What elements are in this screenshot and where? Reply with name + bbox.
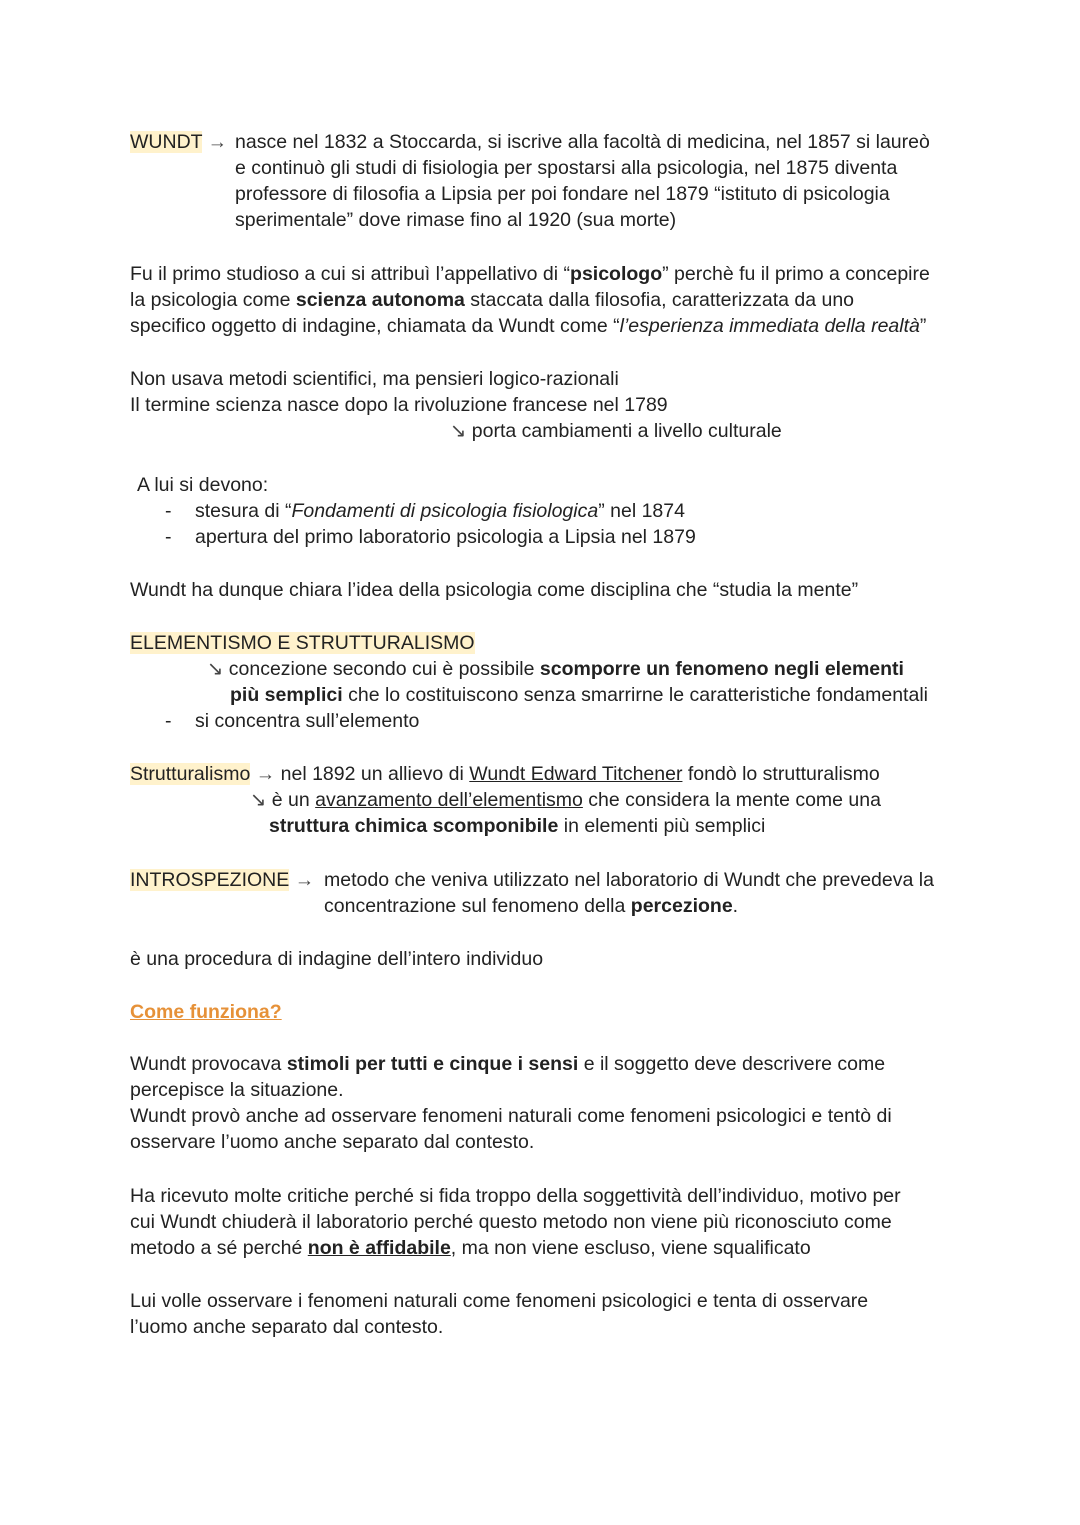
introspezione-heading (130, 867, 314, 893)
arrow-right-icon: → (207, 131, 228, 153)
credits-dash-2: - (165, 526, 172, 548)
arrow-right-icon: → (294, 869, 315, 891)
come-line-4: osservare l’uomo anche separato dal contesto. (130, 1131, 535, 1153)
methods-line-1: Non usava metodi scientifici, ma pensieri logico-razionali (130, 368, 619, 390)
critiche-line-2: cui Wundt chiuderà il laboratorio perché questo metodo non viene più riconosciuto come (130, 1211, 892, 1233)
arrow-down-right-icon: ↘ (450, 420, 467, 442)
finale-line-1: Lui volle osservare i fenomeni naturali come fenomeni psicologici e tenta di osservare (130, 1290, 869, 1312)
elementismo-line-2: più semplici che lo costituiscono senza smarrirne le caratteristiche fondamentali (230, 684, 928, 706)
methods-line-3: ↘ porta cambiamenti a livello culturale (450, 420, 782, 442)
elementismo-line-3: si concentra sull’elemento (195, 710, 420, 732)
introspezione-line-2: concentrazione sul fenomeno della percezione. (324, 895, 739, 917)
come-line-1: Wundt provocava stimoli per tutti e cinque i sensi e il soggetto deve descrivere come (130, 1053, 886, 1075)
intro-line-1: Fu il primo studioso a cui si attribuì l’appellativo di “psicologo” perchè fu il primo a concepire (130, 263, 930, 285)
elementismo-line-1: ↘ concezione secondo cui è possibile scomporre un fenomeno negli elementi (207, 658, 904, 680)
introspezione-line-1: metodo che veniva utilizzato nel laboratorio di Wundt che prevedeva la (324, 869, 934, 891)
come-funziona-heading: Come funziona? (130, 1001, 282, 1023)
come-line-3: Wundt provò anche ad osservare fenomeni naturali come fenomeni psicologici e tentò di (130, 1105, 892, 1127)
credits-heading: A lui si devono: (137, 474, 269, 496)
critiche-line-1: Ha ricevuto molte critiche perché si fida troppo della soggettività dell’individuo, motivo per (130, 1185, 901, 1207)
elementismo-dash: - (165, 710, 172, 732)
methods-line-2: Il termine scienza nasce dopo la rivoluzione francese nel 1789 (130, 394, 668, 416)
arrow-right-icon: → (255, 763, 276, 785)
finale-line-2: l’uomo anche separato dal contesto. (130, 1316, 444, 1338)
intro-line-2: la psicologia come scienza autonoma staccata dalla filosofia, caratterizzata da uno (130, 289, 855, 311)
wundt-bio-line-4: sperimentale” dove rimase fino al 1920 (sua morte) (235, 209, 677, 231)
credits-item-2: apertura del primo laboratorio psicologia a Lipsia nel 1879 (195, 526, 696, 548)
wundt-label: WUNDT (130, 131, 203, 153)
intro-line-3: specifico oggetto di indagine, chiamata da Wundt come “l’esperienza immediata della realtà” (130, 315, 927, 337)
strutturalismo-line-3: struttura chimica scomponibile in elementi più semplici (269, 815, 766, 837)
strutturalismo-line-1: Strutturalismo → nel 1892 un allievo di Wundt Edward Titchener fondò lo strutturalismo (130, 763, 880, 785)
credits-item-1: stesura di “Fondamenti di psicologia fisiologica” nel 1874 (195, 500, 685, 522)
procedura-line: è una procedura di indagine dell’intero individuo (130, 948, 544, 970)
wundt-heading (130, 129, 227, 155)
arrow-down-right-icon: ↘ (207, 658, 224, 680)
critiche-line-3: metodo a sé perché non è affidabile, ma non viene escluso, viene squalificato (130, 1237, 811, 1259)
wundt-bio-line-1: nasce nel 1832 a Stoccarda, si iscrive alla facoltà di medicina, nel 1857 si laureò (235, 131, 930, 153)
strutturalismo-line-2: ↘ è un avanzamento dell’elementismo che considera la mente come una (250, 789, 881, 811)
wundt-bio-line-2: e continuò gli studi di fisiologia per spostarsi alla psicologia, nel 1875 diventa (235, 157, 898, 179)
introspezione-label: INTROSPEZIONE (130, 869, 290, 891)
wundt-bio-line-3: professore di filosofia a Lipsia per poi fondare nel 1879 “istituto di psicologia (235, 183, 890, 205)
arrow-down-right-icon: ↘ (250, 789, 267, 811)
strutturalismo-label: Strutturalismo (130, 763, 251, 785)
summary-line: Wundt ha dunque chiara l’idea della psicologia come disciplina che “studia la mente” (130, 579, 859, 601)
credits-dash-1: - (165, 500, 172, 522)
elementismo-heading: ELEMENTISMO E STRUTTURALISMO (130, 632, 475, 654)
come-line-2: percepisce la situazione. (130, 1079, 344, 1101)
